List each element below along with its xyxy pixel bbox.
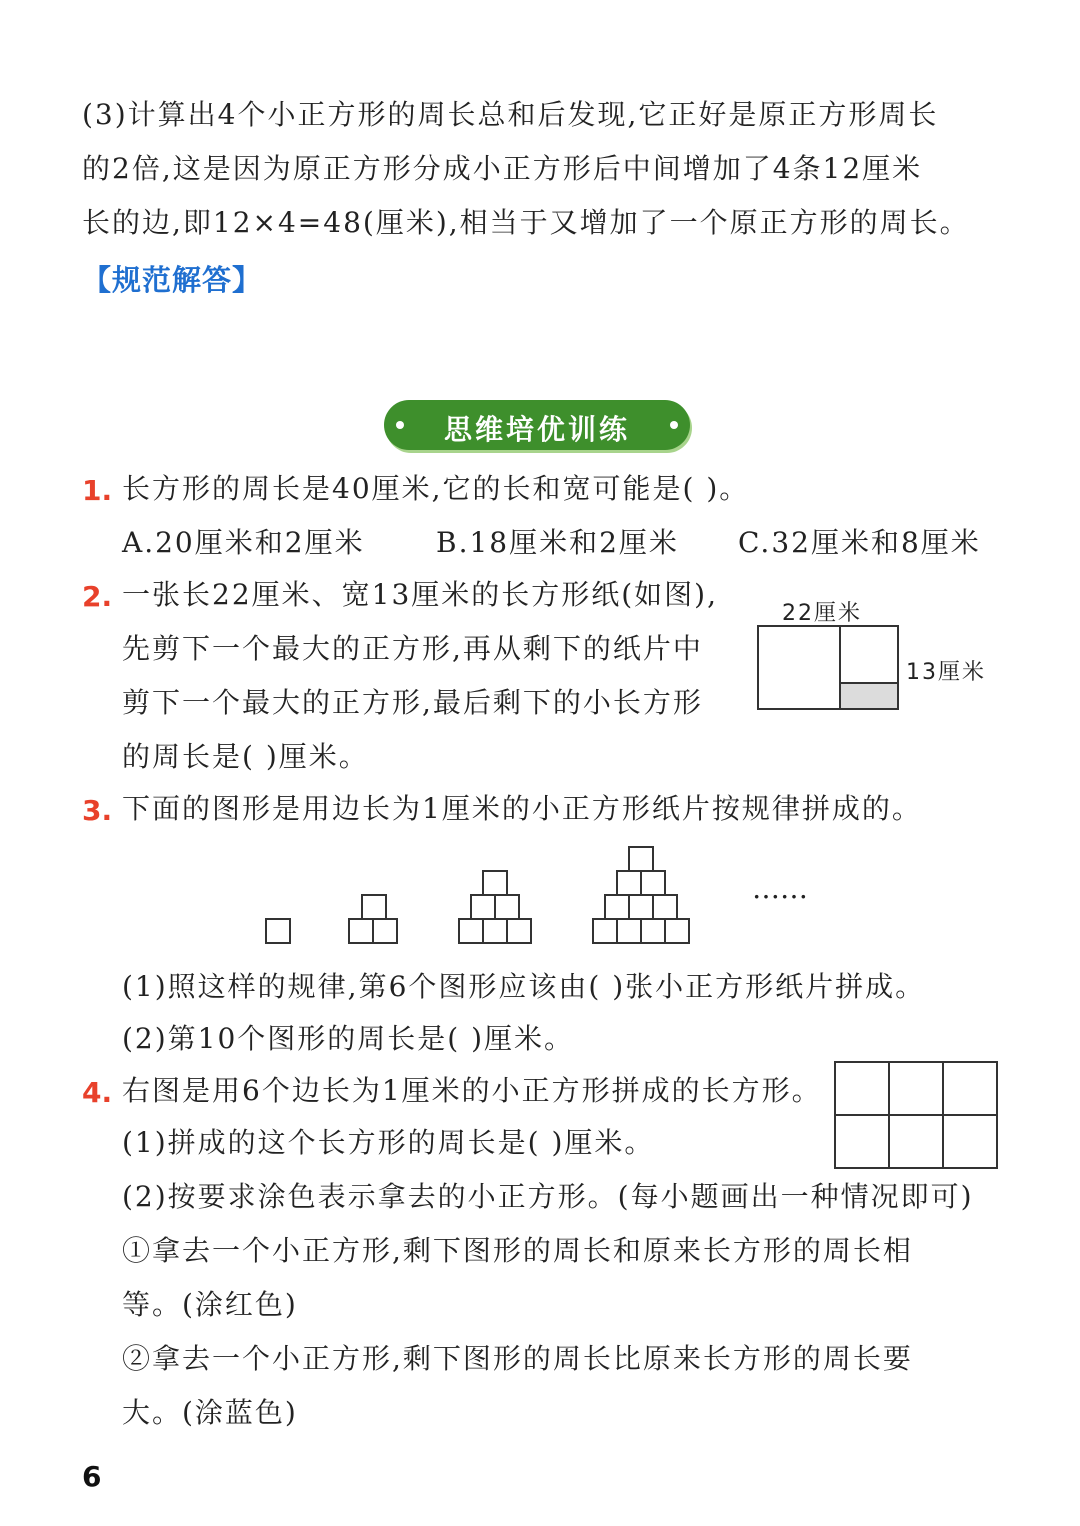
small-square [640, 918, 666, 944]
figure-2-width-label: 13厘米 [906, 660, 986, 685]
question-2-line-3: 剪下一个最大的正方形,最后剩下的小长方形 [122, 686, 703, 719]
pattern-ellipsis: …… [752, 872, 808, 905]
question-2-number: 2. [82, 580, 113, 613]
analysis-line-3: 长的边,即12×4=48(厘米),相当于又增加了一个原正方形的周长。 [82, 206, 970, 239]
figure-2-length-label: 22厘米 [782, 601, 862, 626]
small-square [361, 894, 387, 920]
small-square [640, 870, 666, 896]
section-banner [384, 400, 690, 450]
question-4-part-1-line-1: ①拿去一个小正方形,剩下图形的周长和原来长方形的周长相 [122, 1234, 913, 1267]
small-square [470, 894, 496, 920]
question-3-number: 3. [82, 794, 113, 827]
small-square [628, 846, 654, 872]
figure-2-rectangle [757, 625, 901, 711]
question-2-line-1: 一张长22厘米、宽13厘米的长方形纸(如图), [122, 578, 719, 611]
small-square [482, 870, 508, 896]
question-4-sub-2: (2)按要求涂色表示拿去的小正方形。(每小题画出一种情况即可) [122, 1180, 974, 1213]
question-1-option-b: B.18厘米和2厘米 [436, 526, 679, 559]
analysis-line-1: (3)计算出4个小正方形的周长总和后发现,它正好是原正方形周长 [82, 98, 939, 131]
small-square [652, 894, 678, 920]
page-number: 6 [82, 1460, 102, 1493]
question-4-text: 右图是用6个边长为1厘米的小正方形拼成的长方形。 [122, 1074, 822, 1107]
small-square [604, 894, 630, 920]
small-square [616, 918, 642, 944]
question-1-option-a: A.20厘米和2厘米 [122, 526, 365, 559]
question-1-number: 1. [82, 474, 113, 507]
small-square [348, 918, 374, 944]
question-3-sub-2: (2)第10个图形的周长是( )厘米。 [122, 1022, 575, 1055]
question-1-option-c: C.32厘米和8厘米 [738, 526, 981, 559]
figure-4-grid [834, 1061, 1000, 1171]
question-2-line-4: 的周长是( )厘米。 [122, 740, 369, 773]
small-square [265, 918, 291, 944]
question-3-sub-1: (1)照这样的规律,第6个图形应该由( )张小正方形纸片拼成。 [122, 970, 926, 1003]
small-square [458, 918, 484, 944]
question-4-sub-1: (1)拼成的这个长方形的周长是( )厘米。 [122, 1126, 655, 1159]
question-1-text: 长方形的周长是40厘米,它的长和宽可能是( )。 [122, 472, 750, 505]
analysis-line-2: 的2倍,这是因为原正方形分成小正方形后中间增加了4条12厘米 [82, 152, 923, 185]
question-2-line-2: 先剪下一个最大的正方形,再从剩下的纸片中 [122, 632, 703, 665]
small-square [482, 918, 508, 944]
small-square [592, 918, 618, 944]
question-3-text: 下面的图形是用边长为1厘米的小正方形纸片按规律拼成的。 [122, 792, 922, 825]
question-4-part-2-line-2: 大。(涂蓝色) [122, 1396, 298, 1429]
question-4-part-1-line-2: 等。(涂红色) [122, 1288, 298, 1321]
small-square [372, 918, 398, 944]
question-4-number: 4. [82, 1076, 113, 1109]
small-square [494, 894, 520, 920]
banner-dot-right [670, 421, 678, 429]
question-4-part-2-line-1: ②拿去一个小正方形,剩下图形的周长比原来长方形的周长要 [122, 1342, 913, 1375]
remaining-small-rectangle [841, 684, 897, 708]
small-square [628, 894, 654, 920]
standard-answer-heading: 【规范解答】 [82, 263, 263, 297]
small-square [506, 918, 532, 944]
section-title: 思维培优训练 [443, 413, 630, 446]
small-square [616, 870, 642, 896]
small-square [664, 918, 690, 944]
